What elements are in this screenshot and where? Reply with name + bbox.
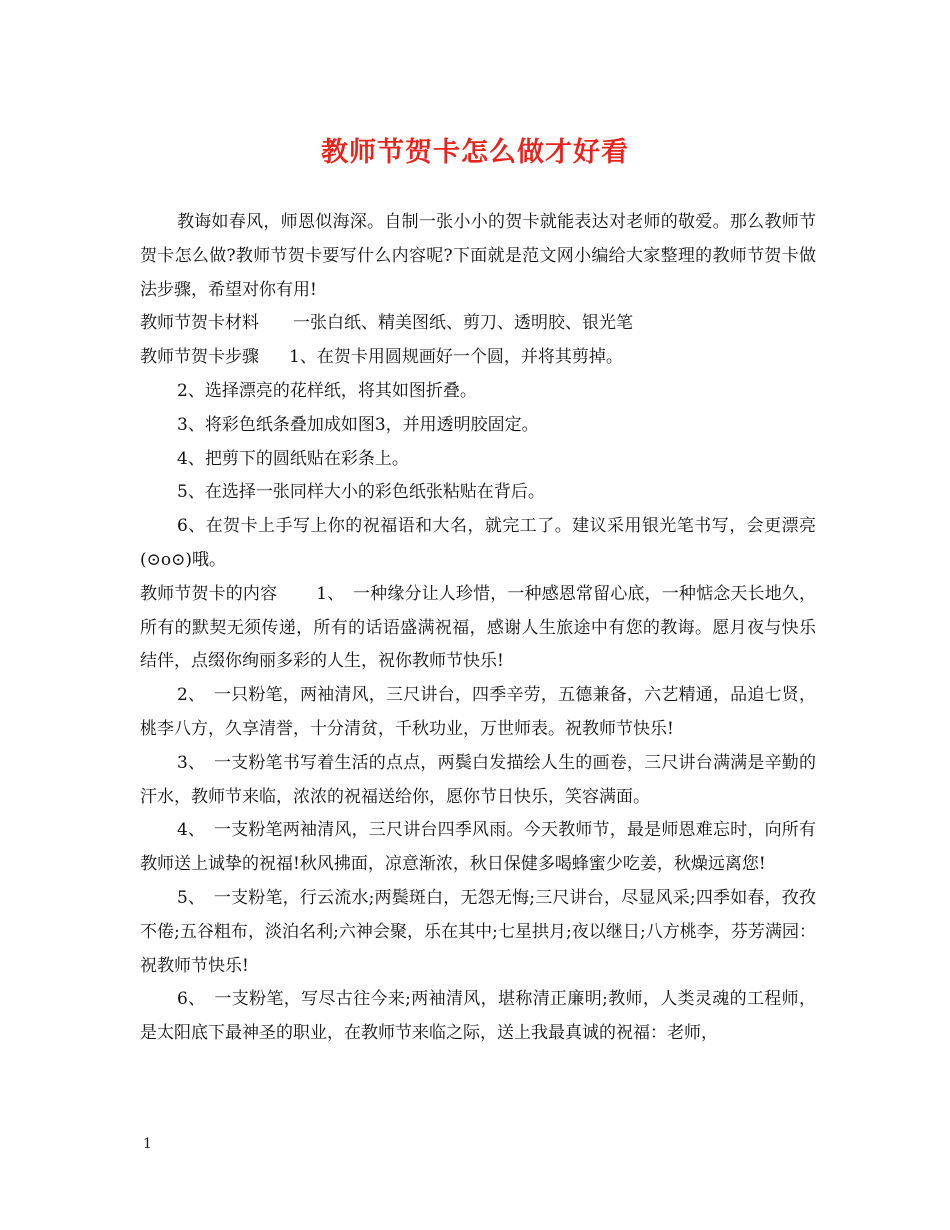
materials-label: 教师节贺卡材料 <box>140 313 259 334</box>
content-item-text: 一种缘分让人珍惜，一种感恩常留心底，一种惦念天长地久，所有的默契无须传递，所有的话语盛满祝福，感谢人生旅途中有您的教诲。愿月夜与快乐结伴，点缀你绚丽多彩的人生，祝你教师节快乐! <box>140 583 817 672</box>
content-item-number: 1、 <box>316 583 336 604</box>
content-item: 6、 一支粉笔，写尽古往今来;两袖清风，堪称清正廉明;教师，人类灵魂的工程师，是太阳底下最神圣的职业，在教师节来临之际，送上我最真诚的祝福：老师， <box>140 989 816 1044</box>
steps-label: 教师节贺卡步骤 <box>140 347 259 368</box>
content-item: 4、 一支粉笔两袖清风，三尺讲台四季风雨。今天教师节，最是师恩难忘时，向所有教师送上诚挚的祝福!秋风拂面，凉意渐浓，秋日保健多喝蜂蜜少吃姜，秋燥远离您! <box>140 820 816 875</box>
content-item: 2、 一只粉笔，两袖清风，三尺讲台，四季辛劳，五德兼备，六艺精通，品追七贤，桃李八方，久享清誉，十分清贫，千秋功业，万世师表。祝教师节快乐! <box>140 685 816 739</box>
step-item: 4、把剪下的圆纸贴在彩条上。 <box>177 448 409 469</box>
document-body <box>140 206 816 1051</box>
step-item: 6、在贺卡上手写上你的祝福语和大名，就完工了。建议采用银光笔书写，会更漂亮(⊙o⊙)哦。 <box>140 516 816 570</box>
content-label: 教师节贺卡的内容 <box>140 583 278 604</box>
materials-text: 一张白纸、精美图纸、剪刀、透明胶、银光笔 <box>293 313 633 334</box>
content-paragraph-1 <box>140 578 816 679</box>
step-1: 1、在贺卡用圆规画好一个圆，并将其剪掉。 <box>289 347 623 368</box>
step-item: 5、在选择一张同样大小的彩色纸张粘贴在背后。 <box>177 482 545 503</box>
page-title: 教师节贺卡怎么做才好看 <box>321 137 629 168</box>
page-number: 1 <box>143 1136 152 1152</box>
content-item: 5、 一支粉笔，行云流水;两鬓斑白，无怨无悔;三尺讲台，尽显风采;四季如春，孜孜不倦;五谷粗布，淡泊名利;六神会聚，乐在其中;七星拱月;夜以继日;八方桃李，芬芳满园：祝教师节快乐! <box>140 887 816 976</box>
step-item: 3、将彩色纸条叠加成如图3，并用透明胶固定。 <box>177 414 539 435</box>
intro-paragraph: 教诲如春风，师恩似海深。自制一张小小的贺卡就能表达对老师的敬爱。那么教师节贺卡怎么做?教师节贺卡要写什么内容呢?下面就是范文网小编给大家整理的教师节贺卡做法步骤，希望对你有用! <box>140 212 816 300</box>
materials-line <box>140 307 816 341</box>
content-item: 3、 一支粉笔书写着生活的点点，两鬓白发描绘人生的画卷，三尺讲台满满是辛勤的汗水，教师节来临，浓浓的祝福送给你，愿你节日快乐，笑容满面。 <box>140 752 816 807</box>
steps-line <box>140 341 816 375</box>
step-item: 2、选择漂亮的花样纸，将其如图折叠。 <box>177 380 477 401</box>
